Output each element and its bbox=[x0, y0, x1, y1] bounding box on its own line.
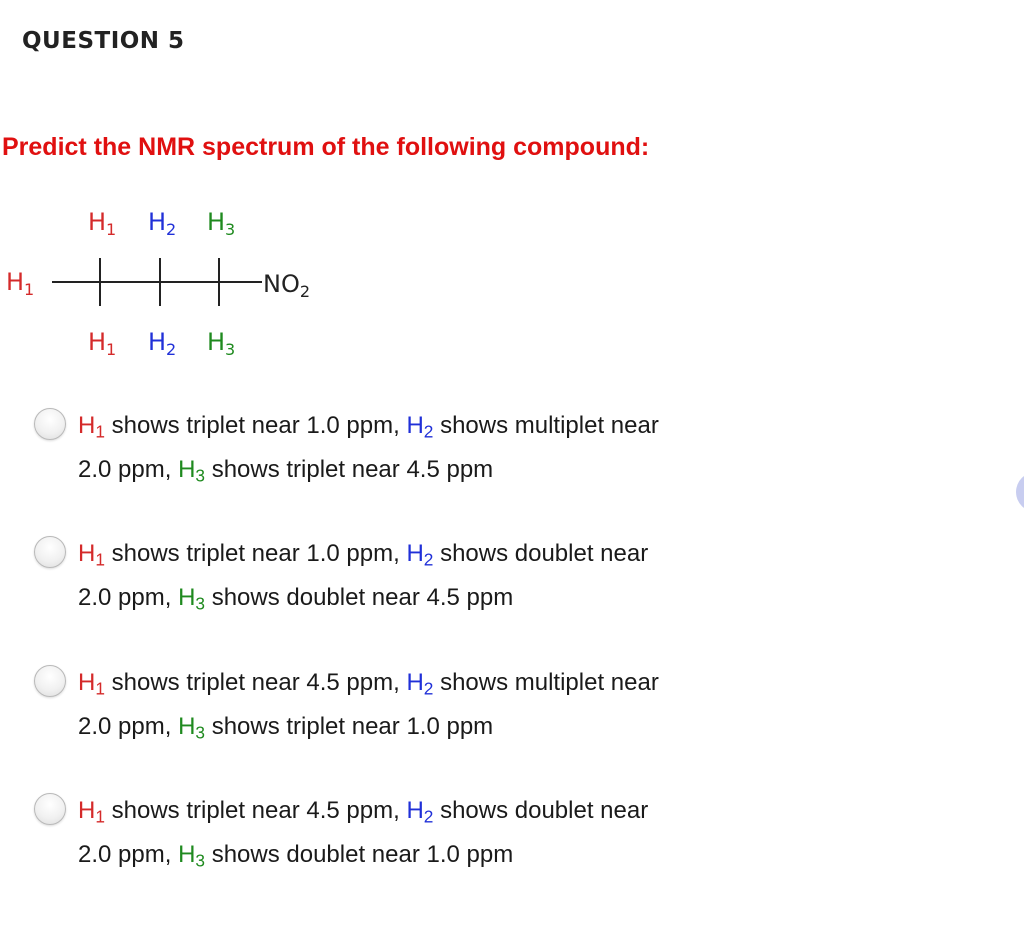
question-prompt: Predict the NMR spectrum of the following compound: bbox=[2, 133, 650, 161]
option-4-line-1 bbox=[78, 797, 648, 827]
h1-label: $H_1$ bbox=[78, 412, 105, 442]
option-text: shows triplet near 4.5 ppm bbox=[211, 456, 494, 483]
option-text: shows multiplet near bbox=[440, 412, 659, 439]
h3-bottom-label: $H_3$ bbox=[207, 328, 236, 359]
floating-scroll-handle[interactable] bbox=[1016, 472, 1024, 512]
option-1-line-1 bbox=[78, 412, 659, 442]
option-3-line-1 bbox=[78, 669, 659, 699]
compound-structure bbox=[0, 195, 360, 375]
radio-button-option-3[interactable] bbox=[34, 665, 66, 697]
option-text: 2.0 ppm, bbox=[78, 713, 179, 740]
option-text: 2.0 ppm, bbox=[78, 584, 179, 611]
option-text: shows doublet near 1.0 ppm bbox=[211, 841, 514, 868]
h1-bottom-label: $H_1$ bbox=[88, 328, 117, 359]
answer-option-3[interactable] bbox=[0, 657, 760, 767]
h2-bottom-label: $H_2$ bbox=[148, 328, 177, 359]
h2-label: $H_2$ bbox=[406, 797, 434, 827]
radio-button-option-4[interactable] bbox=[34, 793, 66, 825]
option-1-line-2 bbox=[78, 456, 493, 486]
question-number: QUESTION 5 bbox=[22, 28, 185, 54]
h3-label: $H_3$ bbox=[178, 584, 206, 614]
option-text: shows doublet near bbox=[440, 540, 649, 567]
nitro-group-label: $NO_2$ bbox=[263, 270, 311, 301]
option-text: 2.0 ppm, bbox=[78, 841, 179, 868]
option-text: shows triplet near 4.5 ppm, bbox=[111, 669, 407, 696]
option-text: shows triplet near 4.5 ppm, bbox=[111, 797, 407, 824]
answer-option-4[interactable] bbox=[0, 785, 760, 895]
h2-label: $H_2$ bbox=[406, 540, 434, 570]
h1-label: $H_1$ bbox=[78, 669, 105, 699]
h2-top-label: $H_2$ bbox=[148, 208, 177, 239]
option-text: shows triplet near 1.0 ppm, bbox=[111, 412, 407, 439]
h3-label: $H_3$ bbox=[178, 456, 206, 486]
h1-left-label: $H_1$ bbox=[6, 268, 35, 299]
option-text: 2.0 ppm, bbox=[78, 456, 179, 483]
h3-top-label: $H_3$ bbox=[207, 208, 236, 239]
option-2-line-2 bbox=[78, 584, 513, 614]
h1-top-label: $H_1$ bbox=[88, 208, 117, 239]
radio-button-option-1[interactable] bbox=[34, 408, 66, 440]
option-text: shows triplet near 1.0 ppm bbox=[211, 713, 494, 740]
h1-label: $H_1$ bbox=[78, 797, 105, 827]
h3-label: $H_3$ bbox=[178, 713, 206, 743]
option-text: shows multiplet near bbox=[440, 669, 659, 696]
h1-label: $H_1$ bbox=[78, 540, 105, 570]
option-4-line-2 bbox=[78, 841, 513, 871]
option-text: shows doublet near bbox=[440, 797, 649, 824]
option-2-line-1 bbox=[78, 540, 648, 570]
answer-option-2[interactable] bbox=[0, 528, 760, 638]
answer-option-1[interactable] bbox=[0, 400, 760, 510]
option-3-line-2 bbox=[78, 713, 493, 743]
option-text: shows doublet near 4.5 ppm bbox=[211, 584, 514, 611]
h2-label: $H_2$ bbox=[406, 669, 434, 699]
radio-button-option-2[interactable] bbox=[34, 536, 66, 568]
option-text: shows triplet near 1.0 ppm, bbox=[111, 540, 407, 567]
h2-label: $H_2$ bbox=[406, 412, 434, 442]
h3-label: $H_3$ bbox=[178, 841, 206, 871]
